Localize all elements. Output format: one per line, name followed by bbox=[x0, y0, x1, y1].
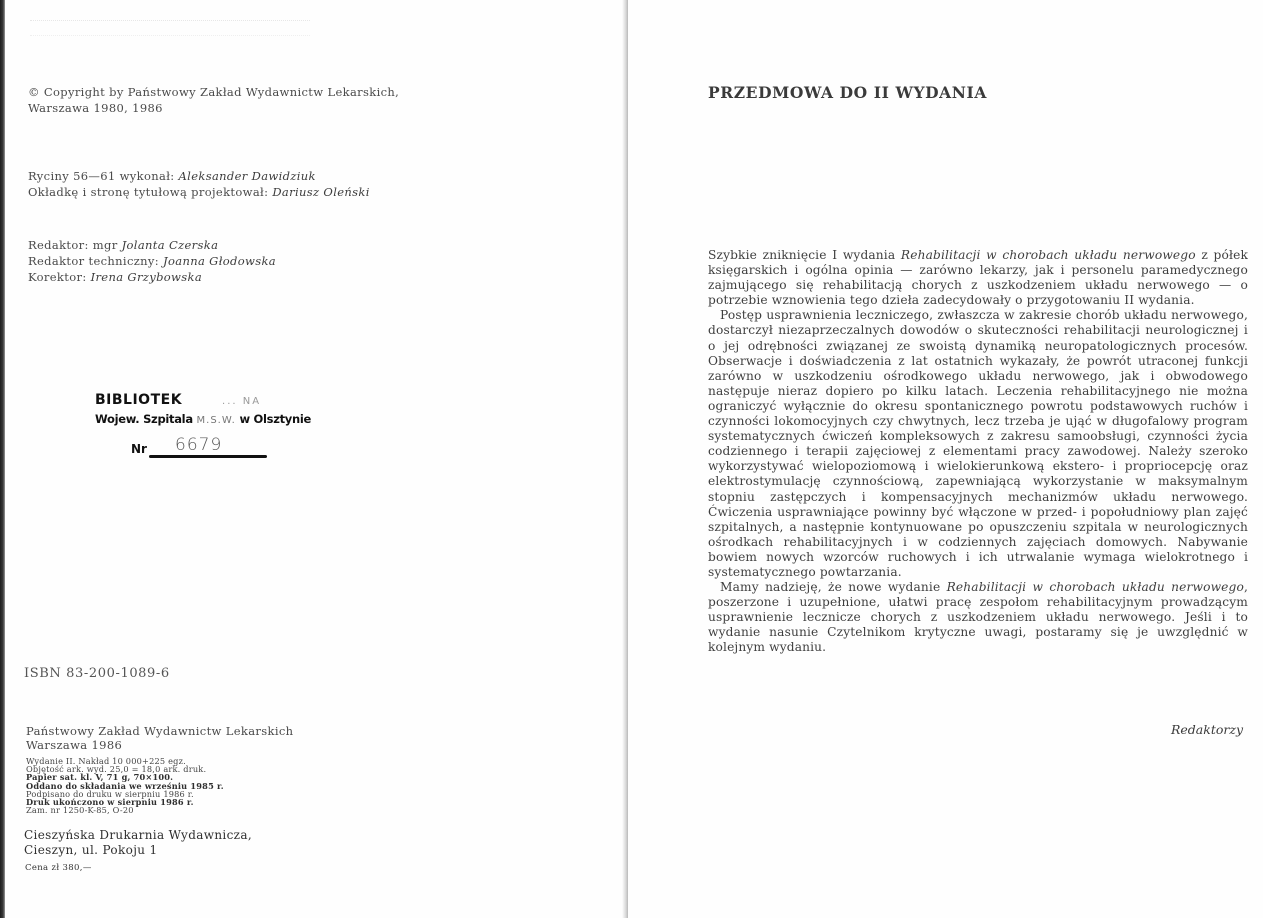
printer-address: Cieszyn, ul. Pokoju 1 bbox=[24, 843, 158, 857]
print-detail-line: Objętość ark. wyd. 25,0 = 18,0 ark. druk. bbox=[26, 764, 207, 775]
bleed-through-marks bbox=[30, 20, 310, 36]
editor-line bbox=[28, 253, 276, 269]
stamp-header bbox=[95, 392, 261, 408]
editor-role: Korektor: bbox=[28, 270, 87, 284]
print-detail-line: Oddano do składania we wrześniu 1985 r. bbox=[26, 780, 224, 791]
editor-name: Jolanta Czerska bbox=[121, 238, 219, 252]
credit-line bbox=[28, 184, 370, 200]
library-stamp bbox=[95, 392, 315, 464]
preface-paragraph bbox=[708, 248, 1248, 308]
credit-name: Aleksander Dawidziuk bbox=[178, 169, 316, 183]
stamp-institution bbox=[95, 412, 311, 426]
preface-paragraph bbox=[708, 580, 1248, 655]
credit-line bbox=[28, 168, 370, 184]
stamp-faded-text: ... NA bbox=[222, 396, 262, 407]
print-details bbox=[26, 757, 224, 814]
isbn: ISBN 83-200-1089-6 bbox=[24, 666, 170, 681]
credit-name: Dariusz Oleński bbox=[272, 185, 370, 199]
preface-signature: Redaktorzy bbox=[1171, 722, 1244, 737]
print-detail-line: Druk ukończono w sierpniu 1986 r. bbox=[26, 797, 194, 808]
print-detail-line: Podpisano do druku w sierpniu 1986 r. bbox=[26, 788, 194, 799]
price: Cena zł 380,— bbox=[25, 863, 92, 873]
paragraph-text: , poszerzone i uzupełnione, ułatwi pracę zespołom rehabilitacyjnym prowadzącym usprawnienie lecznicze chorych z uszkodzeniem układu nerwowego. Jeśli i to wydanie nasunie Czytelnikom krytyczne uwagi, postaramy się je uwzględnić w kolejnym wydaniu. bbox=[708, 580, 1248, 655]
credit-label: Okładkę i stronę tytułową projektował: bbox=[28, 185, 269, 199]
editor-role: Redaktor: mgr bbox=[28, 238, 118, 252]
page-edge-shadow bbox=[0, 0, 5, 918]
left-page bbox=[0, 0, 628, 918]
stamp-city-text: w Olsztynie bbox=[239, 412, 312, 426]
paragraph-text: Postęp usprawnienia leczniczego, zwłaszcza w zakresie chorób układu nerwowego, dostarczył niezaprzeczalnych dowodów o skuteczności rehabilitacji neurologicznej i o jej odrębności związanej ze swoistą dynamiką neuropatologicznych procesów. Obserwacje i doświadczenia z lat ostatnich wykazały, że powrót utraconej funkcji zarówno w uszkodzeniu ośrodkowego układu nerwowego, jak i obwodowego następuje nieraz dopiero po kilku latach. Leczenia rehabilitacyjnego nie można ograniczyć wyłącznie do okresu spontanicznego powrotu podstawowych ruchów i czynności lokomocyjnych czy chwytnych, lecz trzeba je ująć w długofalowy program systematycznych ćwiczeń kompleksowych z zakresu samoobsługi, czynności życia codziennego i terapii zajęciowej z elementami pracy zawodowej. Należy szeroko wykorzystywać wielopoziomową i wielokierunkową ekstero- i propriocepcję oraz elektrostymulację czynnościową, zapewniającą wykorzystanie w maksymalnym stopniu zastępczych i kompensacyjnych mechanizmów układu nerwowego. Ćwiczenia usprawniające powinny być włączone w przed- i popołudniowy plan zajęć szpitalnych, a następnie kontynuowane po opuszczeniu szpitala w neurologicznych ośrodkach rehabilitacyjnych i w codziennych zajęciach domowych. Nabywanie bowiem nowych wzorców ruchowych i ich utrwalanie wymaga wielokrotnego i systematycznego powtarzania. bbox=[708, 308, 1248, 579]
copyright-line-2: Warszawa 1980, 1986 bbox=[28, 101, 163, 115]
preface-body bbox=[708, 248, 1248, 656]
preface-title: PRZEDMOWA DO II WYDANIA bbox=[708, 83, 988, 102]
printer-info bbox=[24, 828, 252, 858]
preface-paragraph bbox=[708, 308, 1248, 580]
editor-line bbox=[28, 269, 276, 285]
copyright-line-1: © Copyright by Państwowy Zakład Wydawnictw Lekarskich, bbox=[28, 85, 400, 99]
stamp-hospital-text: Wojew. Szpitala bbox=[95, 412, 193, 426]
illustration-credits bbox=[28, 168, 370, 200]
stamp-number-label: Nr bbox=[131, 442, 147, 456]
book-title-italic: Rehabilitacji w chorobach układu nerwowego bbox=[900, 248, 1196, 262]
paragraph-text: Mamy nadzieję, że nowe wydanie bbox=[720, 580, 947, 595]
copyright-notice bbox=[28, 84, 399, 116]
print-detail-line: Papier sat. kl. V, 71 g, 70×100. bbox=[26, 772, 174, 783]
editor-name: Joanna Głodowska bbox=[163, 254, 277, 268]
printer-name: Cieszyńska Drukarnia Wydawnicza, bbox=[24, 828, 253, 842]
stamp-faded-text: M.S.W. bbox=[196, 415, 236, 426]
stamp-library-text: BIBLIOTEK bbox=[95, 392, 183, 408]
publisher-info bbox=[26, 724, 293, 752]
paragraph-text: Szybkie zniknięcie I wydania bbox=[708, 248, 901, 262]
stamp-handwritten-number: 6679 bbox=[175, 435, 223, 455]
stamp-underline bbox=[149, 455, 267, 458]
credit-label: Ryciny 56—61 wykonał: bbox=[28, 169, 175, 183]
print-detail-line: Wydanie II. Nakład 10 000+225 egz. bbox=[26, 756, 186, 766]
editorial-staff bbox=[28, 237, 276, 285]
editor-name: Irena Grzybowska bbox=[90, 270, 203, 284]
editor-role: Redaktor techniczny: bbox=[28, 254, 159, 268]
paragraph-text: z półek księgarskich i ogólna opinia — zarówno lekarzy, jak i personelu paramedycznego zajmującego się rehabilitacją chorych z uszkodzeniem układu nerwowego — o potrzebie wznowienia tego dzieła zadecydowały o przygotowaniu II wydania. bbox=[708, 248, 1248, 308]
editor-line bbox=[28, 237, 276, 253]
publisher-city-year: Warszawa 1986 bbox=[26, 738, 123, 752]
book-title-italic: Rehabilitacji w chorobach układu nerwowego bbox=[946, 580, 1244, 595]
publisher-name: Państwowy Zakład Wydawnictw Lekarskich bbox=[26, 724, 294, 738]
print-detail-line: Zam. nr 1250-K-85, O-20 bbox=[26, 805, 134, 816]
